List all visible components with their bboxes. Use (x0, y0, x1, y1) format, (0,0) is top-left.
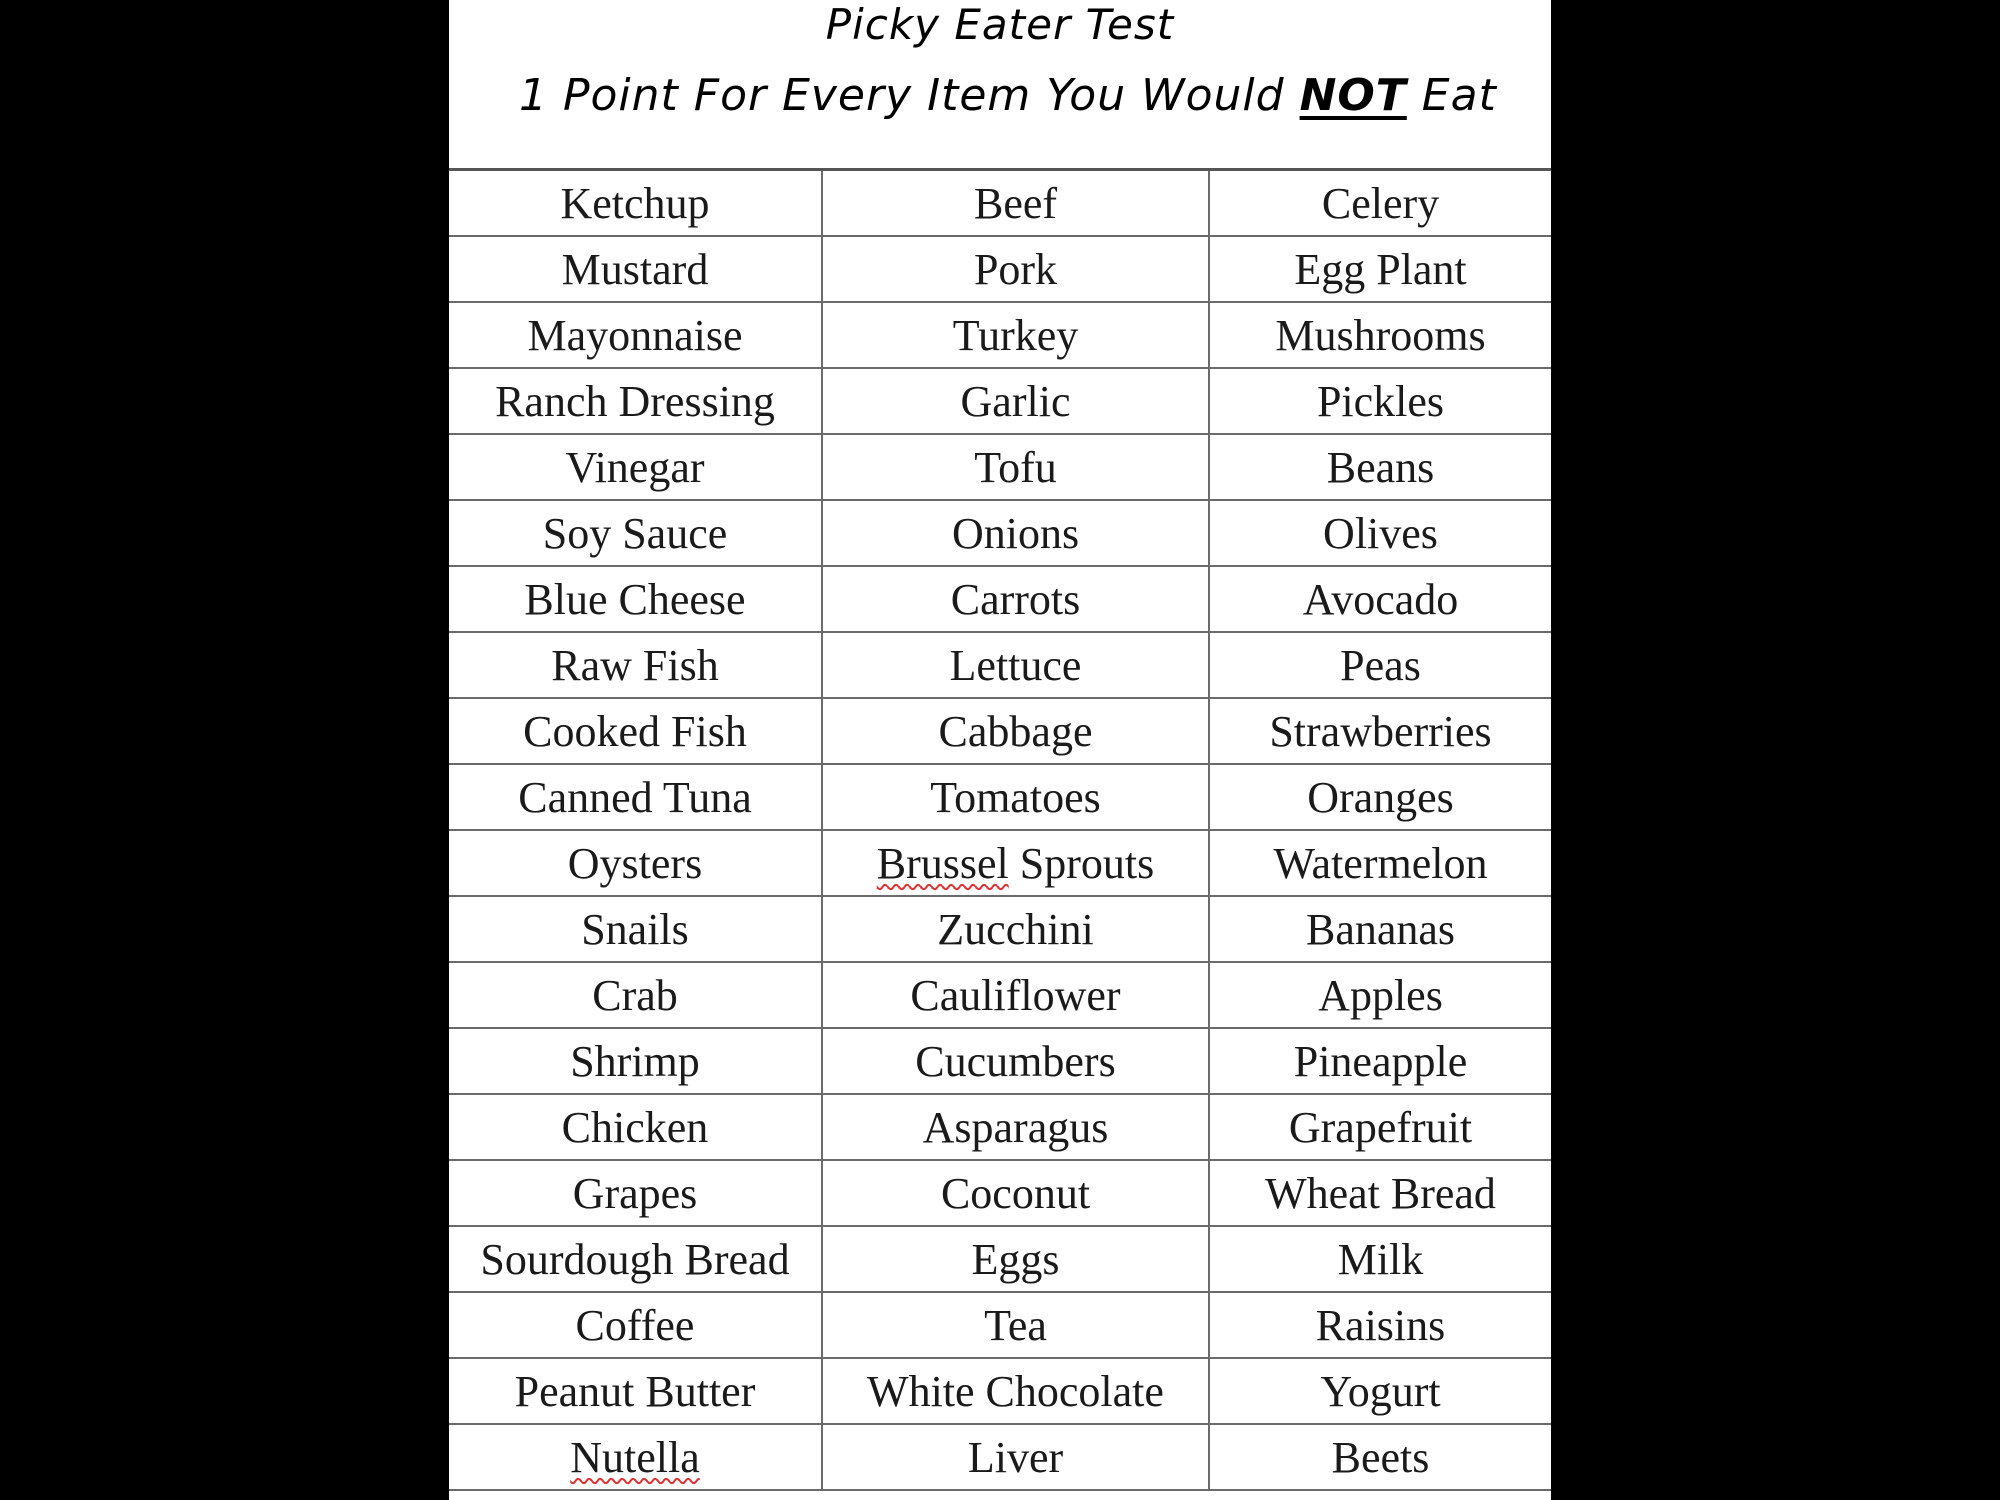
food-item-cell: Pineapple (1209, 1028, 1551, 1094)
food-item-cell: Liver (822, 1424, 1209, 1490)
food-item-cell: Cabbage (822, 698, 1209, 764)
food-item-cell: Milk (1209, 1226, 1551, 1292)
table-row (449, 962, 1551, 1028)
food-item-cell: Eggs (822, 1226, 1209, 1292)
food-item-cell: Raw Fish (449, 632, 822, 698)
food-item-cell: Garlic (822, 368, 1209, 434)
food-item-cell: Mustard (449, 236, 822, 302)
table-row (449, 236, 1551, 302)
food-item-cell: Bananas (1209, 896, 1551, 962)
food-table-body (449, 170, 1551, 1491)
subtitle-emphasis: NOT (1299, 70, 1407, 121)
header (449, 0, 1551, 168)
food-item-cell: Brussel Sprouts (822, 830, 1209, 896)
food-item-cell: Avocado (1209, 566, 1551, 632)
food-item-cell: Blue Cheese (449, 566, 822, 632)
food-item-cell: Celery (1209, 170, 1551, 237)
table-row (449, 302, 1551, 368)
food-item-cell: Soy Sauce (449, 500, 822, 566)
food-item-cell: Tomatoes (822, 764, 1209, 830)
food-item-cell: Cooked Fish (449, 698, 822, 764)
table-row (449, 896, 1551, 962)
food-item-cell (449, 1424, 822, 1490)
food-item-cell: Onions (822, 500, 1209, 566)
table-row (449, 1292, 1551, 1358)
food-item-cell: Tofu (822, 434, 1209, 500)
table-row (449, 368, 1551, 434)
food-item-cell: Beef (822, 170, 1209, 237)
document-page (449, 0, 1551, 1500)
food-item-cell: Vinegar (449, 434, 822, 500)
food-item-cell: Tea (822, 1292, 1209, 1358)
table-row (449, 500, 1551, 566)
table-row (449, 764, 1551, 830)
food-item-cell: Chicken (449, 1094, 822, 1160)
food-item-cell: Ranch Dressing (449, 368, 822, 434)
food-item-cell: Coffee (449, 1292, 822, 1358)
food-item-cell: Grapefruit (1209, 1094, 1551, 1160)
food-item-cell: Shrimp (449, 1028, 822, 1094)
food-item-cell: Yogurt (1209, 1358, 1551, 1424)
food-item-cell: Cucumbers (822, 1028, 1209, 1094)
subtitle-text-pre: 1 Point For Every Item You Would (519, 70, 1300, 121)
food-item-cell: Ketchup (449, 170, 822, 237)
food-table (449, 168, 1551, 1491)
food-item-cell: Pickles (1209, 368, 1551, 434)
food-item-cell: White Chocolate (822, 1358, 1209, 1424)
food-item-cell: Snails (449, 896, 822, 962)
food-item-cell: Grapes (449, 1160, 822, 1226)
food-item-cell: Mushrooms (1209, 302, 1551, 368)
food-item-cell: Olives (1209, 500, 1551, 566)
food-item-cell: Beans (1209, 434, 1551, 500)
food-item-cell: Cauliflower (822, 962, 1209, 1028)
table-row (449, 1028, 1551, 1094)
table-row (449, 1358, 1551, 1424)
table-row (449, 434, 1551, 500)
food-item-cell: Lettuce (822, 632, 1209, 698)
food-item-cell: Asparagus (822, 1094, 1209, 1160)
food-item-cell: Mayonnaise (449, 302, 822, 368)
food-item-cell: Turkey (822, 302, 1209, 368)
food-item-cell: Peanut Butter (449, 1358, 822, 1424)
table-row (449, 632, 1551, 698)
table-row (449, 830, 1551, 896)
food-item-cell: Peas (1209, 632, 1551, 698)
table-row (449, 170, 1551, 237)
table-row (449, 1226, 1551, 1292)
food-item-cell: Strawberries (1209, 698, 1551, 764)
food-item-cell: Sourdough Bread (449, 1226, 822, 1292)
food-item-cell: Oysters (449, 830, 822, 896)
food-item-cell: Beets (1209, 1424, 1551, 1490)
food-item-cell: Oranges (1209, 764, 1551, 830)
food-item-cell: Canned Tuna (449, 764, 822, 830)
food-item-cell: Carrots (822, 566, 1209, 632)
subtitle-text-post: Eat (1406, 70, 1497, 121)
food-item-cell: Egg Plant (1209, 236, 1551, 302)
spellcheck-flagged-word: Brussel (876, 838, 1009, 888)
table-row (449, 1160, 1551, 1226)
table-row (449, 1094, 1551, 1160)
table-row (449, 698, 1551, 764)
spellcheck-flagged-word: Nutella (570, 1432, 700, 1482)
food-item-cell: Wheat Bread (1209, 1160, 1551, 1226)
food-item-cell: Crab (449, 962, 822, 1028)
food-item-cell: Coconut (822, 1160, 1209, 1226)
table-row (449, 566, 1551, 632)
food-item-cell: Apples (1209, 962, 1551, 1028)
food-item-cell: Raisins (1209, 1292, 1551, 1358)
food-item-cell: Pork (822, 236, 1209, 302)
table-row (449, 1424, 1551, 1490)
food-item-cell: Watermelon (1209, 830, 1551, 896)
food-item-cell: Zucchini (822, 896, 1209, 962)
page-title: Picky Eater Test (825, 0, 1175, 49)
